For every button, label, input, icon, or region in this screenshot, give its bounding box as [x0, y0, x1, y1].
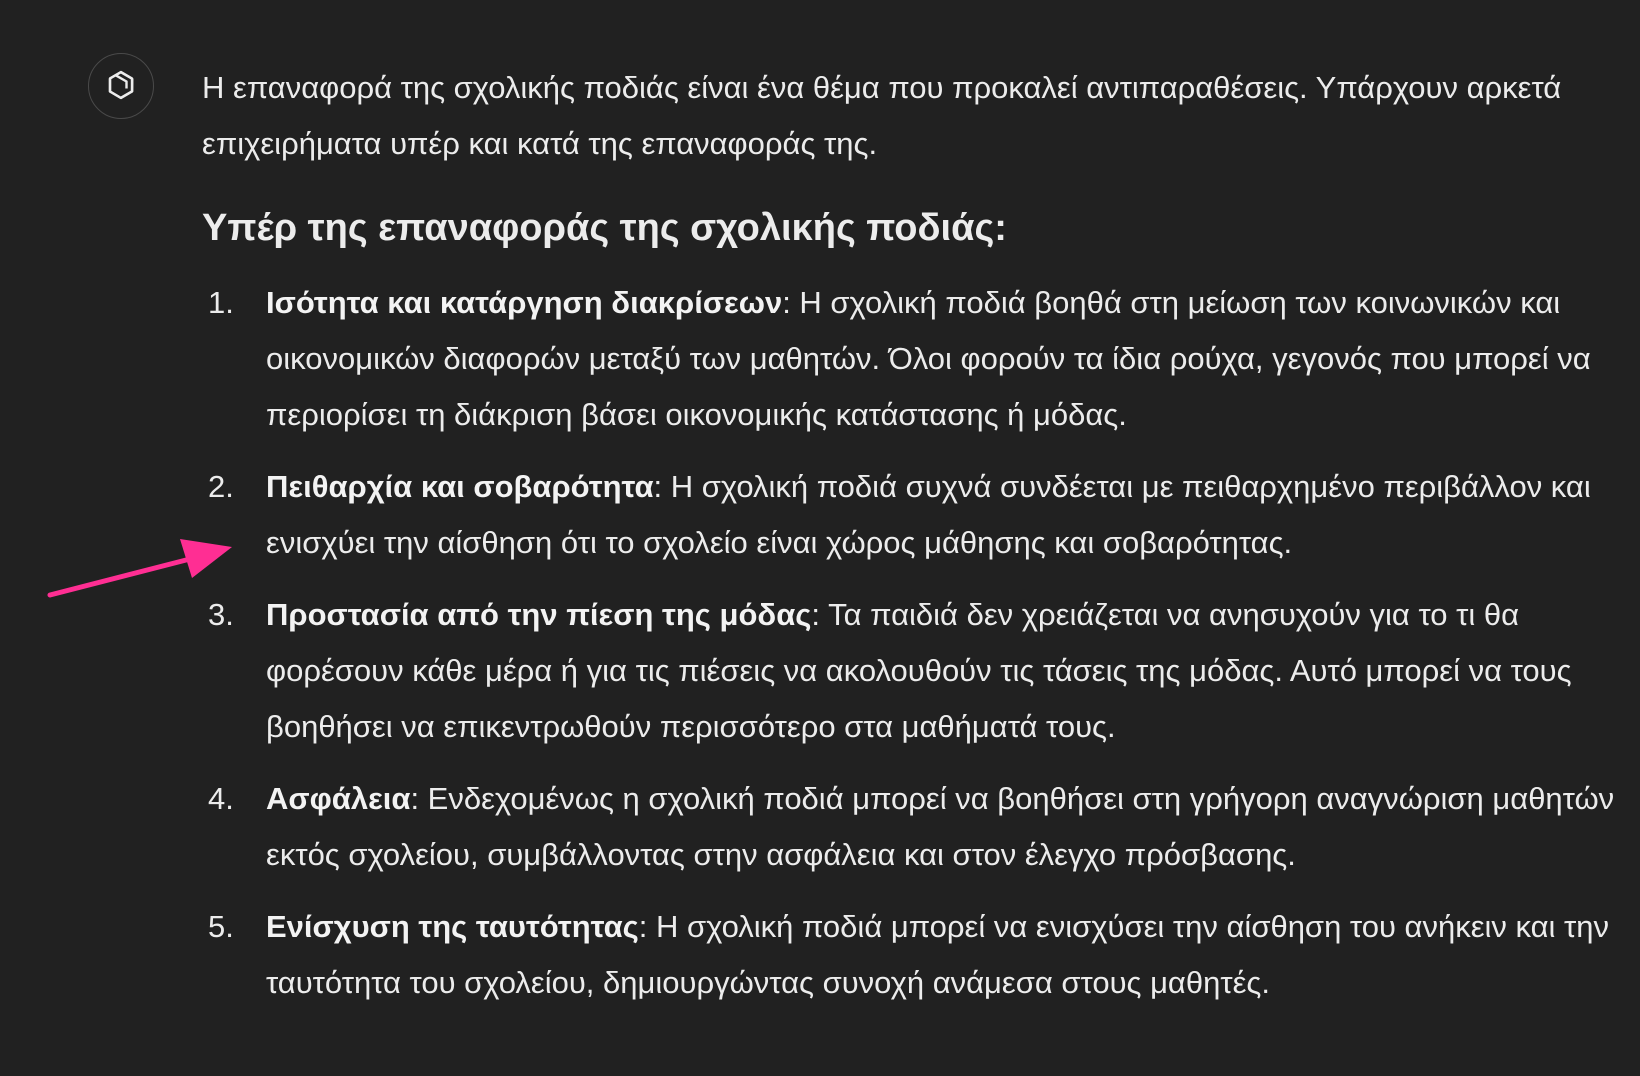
list-item-term: Προστασία από την πίεση της μόδας: [266, 597, 812, 632]
list-item-term: Ασφάλεια: [266, 781, 411, 816]
list-item-number: 4.: [208, 781, 234, 816]
list-item-term: Ενίσχυση της ταυτότητας: [266, 909, 639, 944]
list-item: [202, 771, 1622, 883]
list-item: [202, 459, 1622, 571]
list-item-text: : Η σχολική ποδιά συχνά συνδέεται με πειθαρχημένο περιβάλλον και ενισχύει την αίσθηση ότι το σχολείο είναι χώρος μάθησης και σοβαρότητας.: [266, 469, 1591, 560]
list-item-text: : Τα παιδιά δεν χρειάζεται να ανησυχούν για το τι θα φορέσουν κάθε μέρα ή για τις πιέσεις να ακολουθούν τις τάσεις της μόδας. Αυτό μπορεί να τους βοηθήσει να επικεντρωθούν περισσότερο στα μαθήματά τους.: [266, 597, 1572, 744]
list-item-number: 1.: [208, 285, 234, 320]
list-item-text: : Ενδεχομένως η σχολική ποδιά μπορεί να βοηθήσει στη γρήγορη αναγνώριση μαθητών εκτός σχολείου, συμβάλλοντας στην ασφάλεια και στον έλεγχο πρόσβασης.: [266, 781, 1615, 872]
section-heading: Υπέρ της επαναφοράς της σχολικής ποδιάς:: [202, 207, 1007, 249]
assistant-avatar: [88, 53, 154, 119]
assistant-message: [202, 60, 1622, 1027]
openai-logo-icon: [101, 66, 141, 106]
list-item-term: Ισότητα και κατάργηση διακρίσεων: [266, 285, 783, 320]
list-item-text: : Η σχολική ποδιά βοηθά στη μείωση των κοινωνικών και οικονομικών διαφορών μεταξύ των μαθητών. Όλοι φορούν τα ίδια ρούχα, γεγονός που μπορεί να περιορίσει τη διάκριση βάσει οικονομικής κατάστασης ή μόδας.: [266, 285, 1591, 432]
list-item: [202, 275, 1622, 443]
arguments-list: [202, 275, 1622, 1011]
list-item-number: 2.: [208, 469, 234, 504]
list-item: [202, 587, 1622, 755]
list-item-text: : Η σχολική ποδιά μπορεί να ενισχύσει την αίσθηση του ανήκειν και την ταυτότητα του σχολείου, δημιουργώντας συνοχή ανάμεσα στους μαθητές.: [266, 909, 1610, 1000]
list-item-number: 3.: [208, 597, 234, 632]
list-item-number: 5.: [208, 909, 234, 944]
list-item: [202, 899, 1622, 1011]
list-item-term: Πειθαρχία και σοβαρότητα: [266, 469, 654, 504]
message-intro: Η επαναφορά της σχολικής ποδιάς είναι ένα θέμα που προκαλεί αντιπαραθέσεις. Υπάρχουν αρκετά επιχειρήματα υπέρ και κατά της επαναφοράς της.: [202, 70, 1562, 161]
annotation-arrow-icon: [40, 530, 240, 610]
